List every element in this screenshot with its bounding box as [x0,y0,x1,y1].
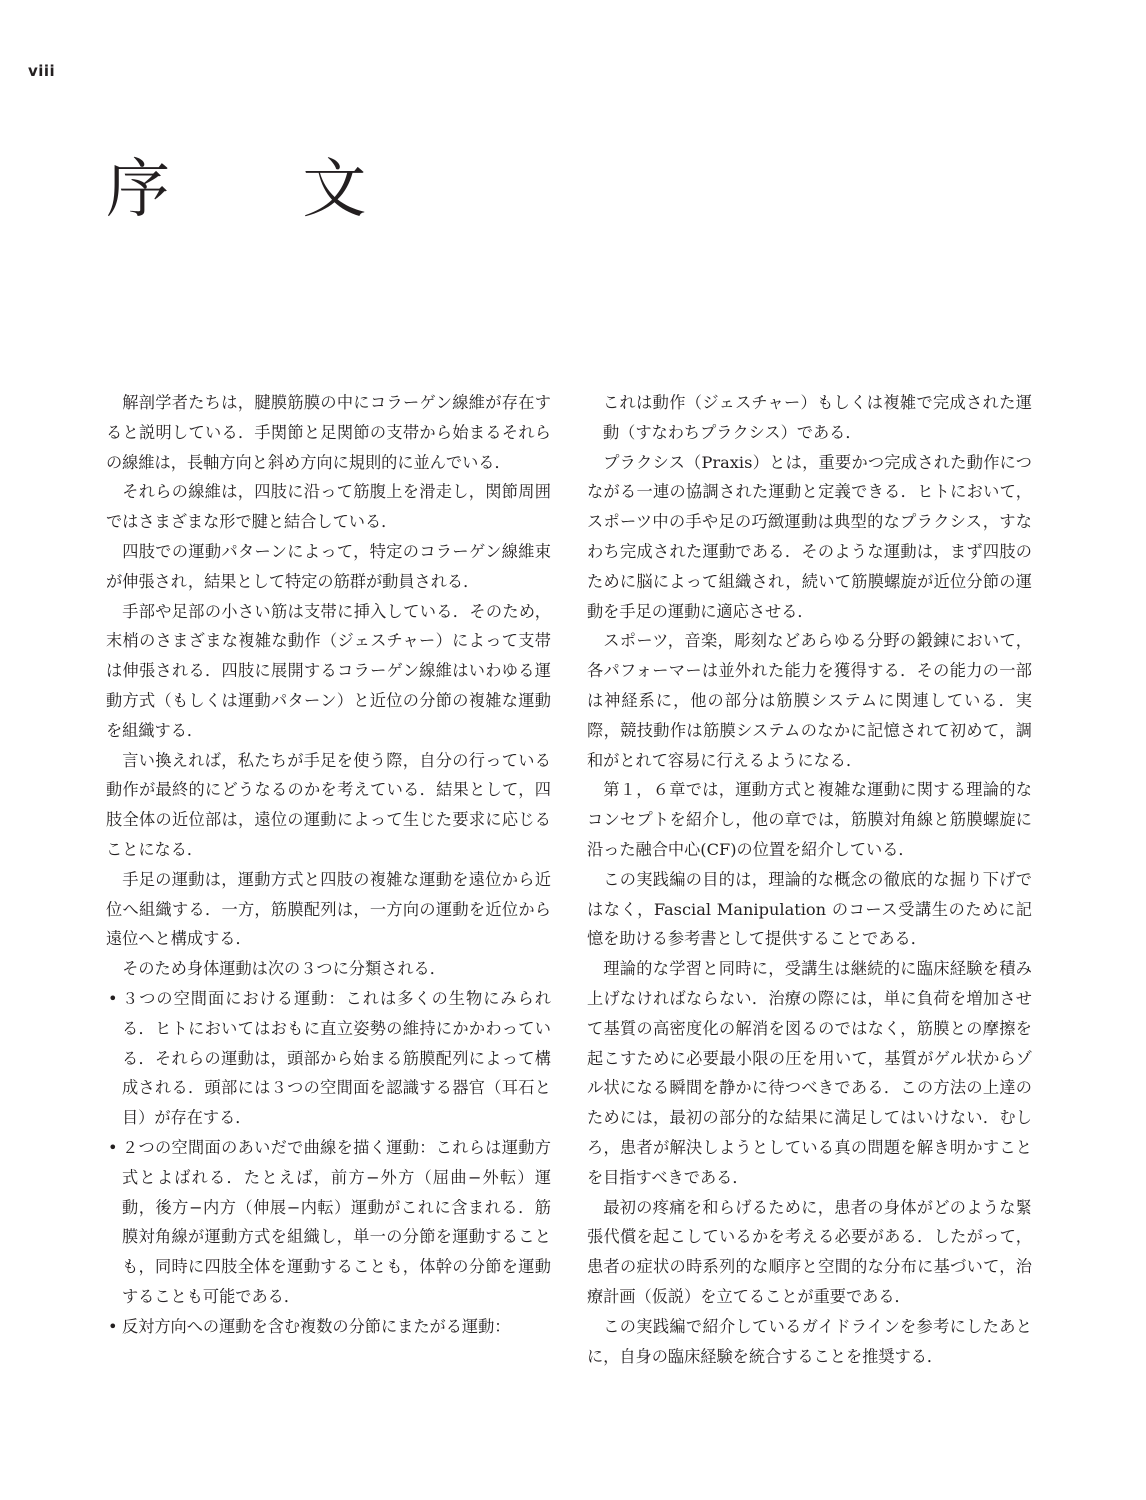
paragraph: 言い換えれば，私たちが手足を使う際，自分の行っている動作が最終的にどうなるのかを考えている．結果として，四肢全体の近位部は，遠位の運動によって生じた要求に応じることになる． [106,750,551,859]
continued-list-text: これは動作（ジェスチャー）もしくは複雑で完成された運動（すなわちプラクシス）である． [603,393,1032,442]
movement-category-list [106,984,551,1342]
paragraph: 解剖学者たちは，腱膜筋膜の中にコラーゲン線維が存在すると説明している．手関節と足関節の支帯から始まるそれらの線維は，長軸方向と斜め方向に規則的に並んでいる． [106,393,551,472]
paragraph: スポーツ，音楽，彫刻などあらゆる分野の鍛錬において，各パフォーマーは並外れた能力を獲得する．その能力の一部は神経系に，他の部分は筋膜システムに関連している．実際，競技動作は筋膜システムのなかに記憶されて初めて，調和がとれて容易に行えるようになる． [587,631,1032,770]
paragraph: 手足の運動は，運動方式と四肢の複雑な運動を遠位から近位へ組織する．一方，筋膜配列は，一方向の運動を近位から遠位へと構成する． [106,869,551,949]
paragraph: この実践編の目的は，理論的な概念の徹底的な掘り下げではなく，Fascial Manipulation のコース受講生のために記憶を助ける参考書として提供することである． [587,869,1032,949]
paragraph: この実践編で紹介しているガイドラインを参考にしたあとに，自身の臨床経験を統合することを推奨する． [587,1316,1032,1366]
paragraph: 手部や足部の小さい筋は支帯に挿入している．そのため，末梢のさまざまな複雑な動作（ジェスチャー）によって支帯は伸張される．四肢に展開するコラーゲン線維はいわゆる運動方式（もしくは運動パターン）と近位の分節の複雑な運動を組織する． [106,601,551,740]
list-item: • ２つの空間面のあいだで曲線を描く運動：これらは運動方式とよばれる．たとえば，前方−外方（屈曲−外転）運動，後方−内方（伸展−内転）運動がこれに含まれる．筋膜対角線が運動方式を組織し，単一の分節を運動することも，同時に四肢全体を運動することも，体幹の分節を運動することも可能である． [106,1133,551,1312]
list-item: • ３つの空間面における運動：これは多くの生物にみられる．ヒトにおいてはおもに直立姿勢の維持にかかわっている．それらの運動は，頭部から始まる筋膜配列によって構成される．頭部には３つの空間面を認識する器官（耳石と目）が存在する． [106,984,551,1133]
paragraph: プラクシス（Praxis）とは，重要かつ完成された動作につながる一連の協調された運動と定義できる．ヒトにおいて，スポーツ中の手や足の巧緻運動は典型的なプラクシス，すなわち完成された運動である．そのような運動は，まず四肢のために脳によって組織され，続いて筋膜螺旋が近位分節の運動を手足の運動に適応させる． [587,452,1032,621]
paragraph: 第１，６章では，運動方式と複雑な運動に関する理論的なコンセプトを紹介し，他の章では，筋膜対角線と筋膜螺旋に沿った融合中心(CF)の位置を紹介している． [587,780,1032,859]
page-number: viii [28,62,56,80]
paragraph: 最初の疼痛を和らげるために，患者の身体がどのような緊張代償を起こしているかを考える必要がある．したがって，患者の症状の時系列的な順序と空間的な分布に基づいて，治療計画（仮説）を立てることが重要である． [587,1197,1032,1306]
list-item: • 反対方向への運動を含む複数の分節にまたがる運動： [106,1312,551,1342]
paragraph: 四肢での運動パターンによって，特定のコラーゲン線維束が伸張され，結果として特定の筋群が動員される． [106,541,551,591]
paragraph: 理論的な学習と同時に，受講生は継続的に臨床経験を積み上げなければならない．治療の際には，単に負荷を増加させて基質の高密度化の解消を図るのではなく，筋膜との摩擦を起こすために必要最小限の圧を用いて，基質がゲル状からゾル状になる瞬間を静かに待つべきである．この方法の上達のためには，最初の部分的な結果に満足してはいけない．むしろ，患者が解決しようとしている真の問題を解き明かすことを目指すべきである． [587,959,1032,1187]
page-title: 序 文 [106,153,423,227]
right-column [587,388,1032,1371]
paragraph: そのため身体運動は次の３つに分類される． [122,959,446,979]
left-column [106,388,551,1342]
paragraph: それらの線維は，四肢に沿って筋腹上を滑走し，関節周囲ではさまざまな形で腱と結合している． [106,482,551,532]
